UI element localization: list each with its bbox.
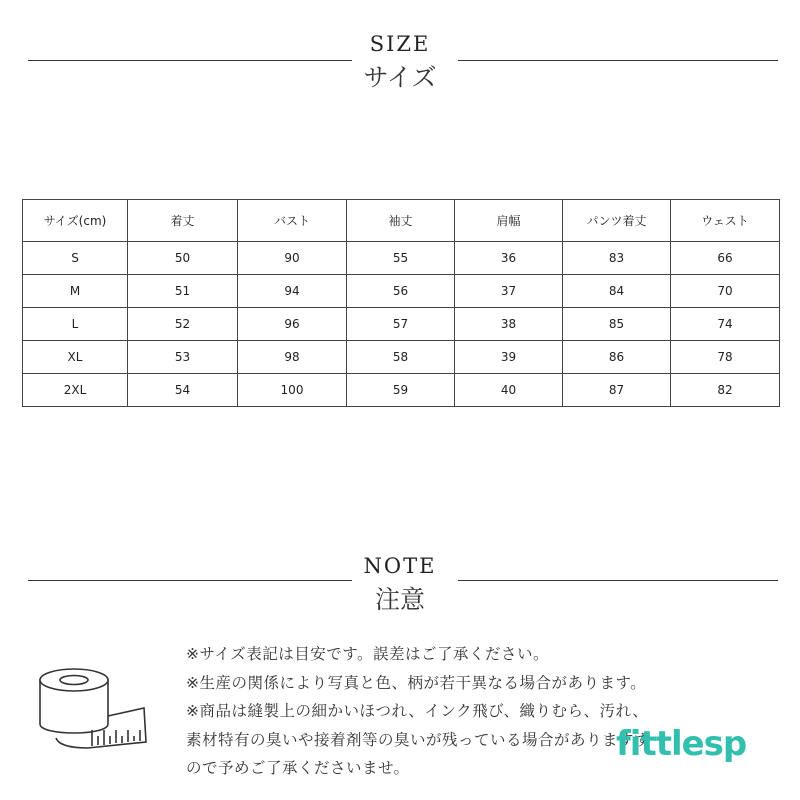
table-cell: 85 [563,308,671,341]
table-cell: 52 [128,308,238,341]
table-row [23,275,780,308]
table-cell: 51 [128,275,238,308]
table-cell: 96 [238,308,347,341]
header-cell-sleeve: 袖丈 [347,200,455,242]
table-cell: M [23,275,128,308]
table-cell: 38 [455,308,563,341]
note-header-en: NOTE [363,554,437,578]
table-cell: 40 [455,374,563,407]
table-cell: 86 [563,341,671,374]
size-header-en: SIZE [369,32,431,56]
watermark-logo: fittlesp [616,724,747,764]
size-section-header [0,28,800,92]
header-cell-waist: ウェスト [671,200,780,242]
note-line: ※商品は縫製上の細かいほつれ、インク飛び、織りむら、汚れ、 [186,702,649,720]
table-cell: 55 [347,242,455,275]
table-cell: 82 [671,374,780,407]
table-cell: 87 [563,374,671,407]
note-section-header [0,550,800,614]
table-cell: 59 [347,374,455,407]
table-cell: 66 [671,242,780,275]
size-table-header-row [23,200,780,242]
table-cell: 57 [347,308,455,341]
note-header-ja: 注意 [374,585,425,614]
table-cell: 78 [671,341,780,374]
table-cell: 56 [347,275,455,308]
note-line: 素材特有の臭いや接着剤等の臭いが残っている場合がありますす [186,730,651,749]
table-cell: 94 [238,275,347,308]
table-cell: 2XL [23,374,128,407]
table-row [23,374,780,407]
table-cell: S [23,242,128,275]
note-line: ので予めご了承くださいませ。 [186,759,410,777]
size-table [22,199,780,407]
table-cell: 90 [238,242,347,275]
table-cell: 70 [671,275,780,308]
table-cell: 100 [238,374,347,407]
table-cell: 58 [347,341,455,374]
table-cell: 37 [455,275,563,308]
table-row [23,341,780,374]
table-row [23,242,780,275]
header-cell-pants-length: パンツ着丈 [563,200,671,242]
table-cell: 84 [563,275,671,308]
table-cell: 50 [128,242,238,275]
header-cell-length: 着丈 [128,200,238,242]
table-cell: 98 [238,341,347,374]
table-cell: 54 [128,374,238,407]
header-cell-shoulder: 肩幅 [455,200,563,242]
note-line: ※サイズ表記は目安です。誤差はご了承ください。 [186,645,550,663]
header-cell-bust: バスト [238,200,347,242]
table-cell: L [23,308,128,341]
table-cell: 74 [671,308,780,341]
note-line: ※生産の関係により写真と色、柄が若干異なる場合があります。 [186,673,647,692]
table-cell: 53 [128,341,238,374]
measuring-tape-icon [28,658,158,758]
table-cell: XL [23,341,128,374]
size-header-ja: サイズ [363,63,437,92]
table-cell: 83 [563,242,671,275]
header-cell-size: サイズ(cm) [23,200,128,242]
table-cell: 36 [455,242,563,275]
table-cell: 39 [455,341,563,374]
table-row [23,308,780,341]
